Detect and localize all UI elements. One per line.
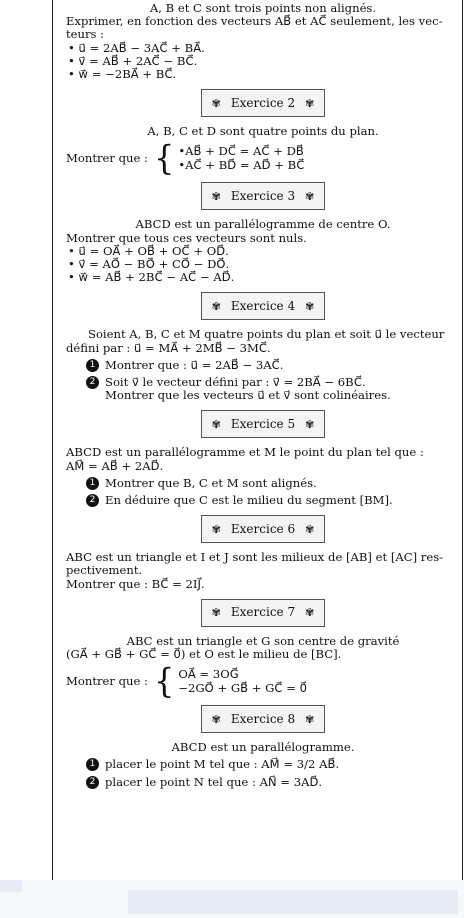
ornament-icon: ✾ [211, 522, 221, 536]
exercise-3-bullet-w: • w⃗ = AB⃗ + 2BC⃗ − AC⃗ − AD⃗. [66, 271, 460, 284]
exercise-3-bullet-v: • v⃗ = AO⃗ − BO⃗ + CO⃗ − DO⃗. [66, 258, 460, 271]
footer-input-area[interactable] [128, 890, 458, 914]
brace-icon: { [153, 138, 175, 179]
ornament-icon: ✾ [211, 189, 221, 203]
ornament-icon: ✾ [211, 417, 221, 431]
exercise-2-prompt: Montrer que : [66, 150, 148, 165]
exercise-8-question-1-text: placer le point M tel que : AM⃗ = 3/2 AB⃗. [105, 757, 340, 772]
exercise-2-system [66, 138, 460, 179]
exercise-2-title: Exercice 2 [230, 95, 296, 110]
exercise-6-text-3: Montrer que : BC⃗ = 2IJ⃗. [66, 576, 205, 591]
exercise-4-question-1 [86, 359, 460, 372]
ornament-icon: ✾ [305, 712, 315, 726]
exercise-7-eq-1: OA⃗ = 3OG⃗ [178, 666, 239, 681]
exercise-7-prompt: Montrer que : [66, 673, 148, 688]
ornament-icon: ✾ [305, 522, 315, 536]
exercise-5-text-1: ABCD est un parallélogramme et M le point du plan tel que : [66, 445, 424, 460]
exercise-2-heading [201, 89, 325, 117]
exercise-5-text-2: AM⃗ = AB⃗ + 2AD⃗. [66, 458, 164, 473]
exercise-7-system [66, 661, 460, 702]
exercise-7-eq-2: −2GO⃗ + GB⃗ + GC⃗ = 0⃗ [178, 680, 307, 695]
bullet-v: • v⃗ = AB⃗ + 2AC⃗ − BC⃗. [66, 55, 460, 68]
exercise-5-question-2 [86, 494, 460, 507]
exercise-4-text-1: Soient A, B, C et M quatre points du plan et soit u⃗ le vecteur [88, 327, 445, 342]
exercise-6-text-1: ABC est un triangle et I et J sont les milieux de [AB] et [AC] res- [66, 550, 444, 565]
bullet-w: • w⃗ = −2BA⃗ + BC⃗. [66, 68, 460, 81]
exercise-2-eq-1: •AB⃗ + DC⃗ = AC⃗ + DB⃗ [178, 143, 304, 158]
ornament-icon: ✾ [211, 606, 221, 620]
exercise-8-text: ABCD est un parallélogramme. [171, 740, 355, 755]
ornament-icon: ✾ [305, 606, 315, 620]
ornament-icon: ✾ [305, 417, 315, 431]
exercise-6-heading [201, 515, 325, 543]
exercise-2-eq-2: •AC⃗ + BD⃗ = AD⃗ + BC⃗ [178, 157, 305, 172]
exercise-4-text-2: défini par : u⃗ = MA⃗ + 2MB⃗ − 3MC⃗. [66, 340, 271, 355]
exercise-4-question-1-text: Montrer que : u⃗ = 2AB⃗ − 3AC⃗. [105, 357, 284, 372]
document-content [66, 2, 460, 789]
exercise-2-text: A, B, C et D sont quatre points du plan. [147, 124, 379, 139]
ornament-icon: ✾ [305, 299, 315, 313]
exercise-4-heading [201, 292, 325, 320]
circled-number-icon: 2 [86, 776, 99, 789]
ornament-icon: ✾ [211, 712, 221, 726]
circled-number-icon: 1 [86, 758, 99, 771]
circled-number-icon: 1 [86, 359, 99, 372]
exercise-8-question-2 [86, 776, 460, 789]
exercise-6-title: Exercice 6 [230, 521, 296, 536]
exercise-8-question-1 [86, 758, 460, 771]
exercise-6-text-2: pectivement. [66, 563, 143, 578]
exercise-4-question-2b: Montrer que les vecteurs u⃗ et v⃗ sont colinéaires. [105, 388, 391, 403]
circled-number-icon: 2 [86, 376, 99, 389]
exercise-3-text-2: Montrer que tous ces vecteurs sont nuls. [66, 230, 307, 245]
bullet-u: • u⃗ = 2AB⃗ − 3AC⃗ + BA⃗. [66, 42, 460, 55]
exercise-3-title: Exercice 3 [230, 188, 296, 203]
exercise-7-text-1: ABC est un triangle et G son centre de gravité [126, 633, 400, 648]
exercise-8-question-2-text: placer le point N tel que : AN⃗ = 3AD⃗. [105, 774, 323, 789]
intro-line-1: A, B et C sont trois points non alignés. [149, 1, 377, 15]
exercise-7-heading [201, 599, 325, 627]
exercise-4-question-2-text: Soit v⃗ le vecteur défini par : v⃗ = 2BA⃗ − 6BC⃗. [105, 375, 366, 390]
exercise-3-bullet-u: • u⃗ = OA⃗ + OB⃗ + OC⃗ + OD⃗. [66, 245, 460, 258]
intro-line-2: Exprimer, en fonction des vecteurs AB⃗ et AC⃗ seulement, les vec- [66, 14, 443, 29]
exercise-5-question-1-text: Montrer que B, C et M sont alignés. [105, 475, 317, 490]
exercise-4-title: Exercice 4 [230, 298, 296, 313]
ornament-icon: ✾ [211, 96, 221, 110]
exercise-8-title: Exercice 8 [230, 711, 296, 726]
exercise-3-text-1: ABCD est un parallélogramme de centre O. [135, 217, 391, 232]
ornament-icon: ✾ [305, 189, 315, 203]
ornament-icon: ✾ [211, 299, 221, 313]
intro-line-3: teurs : [66, 27, 105, 42]
circled-number-icon: 2 [86, 494, 99, 507]
exercise-7-text-2: (GA⃗ + GB⃗ + GC⃗ = 0⃗) et O est le milieu de [BC]. [66, 647, 342, 662]
exercise-3-heading [201, 182, 325, 210]
exercise-8-heading [201, 705, 325, 733]
exercise-7-title: Exercice 7 [230, 605, 296, 620]
exercise-5-question-1 [86, 477, 460, 490]
exercise-5-title: Exercice 5 [230, 416, 296, 431]
brace-icon: { [153, 661, 175, 702]
exercise-5-question-2-text: En déduire que C est le milieu du segment [BM]. [105, 493, 393, 508]
exercise-5-heading [201, 410, 325, 438]
ornament-icon: ✾ [305, 96, 315, 110]
circled-number-icon: 1 [86, 477, 99, 490]
